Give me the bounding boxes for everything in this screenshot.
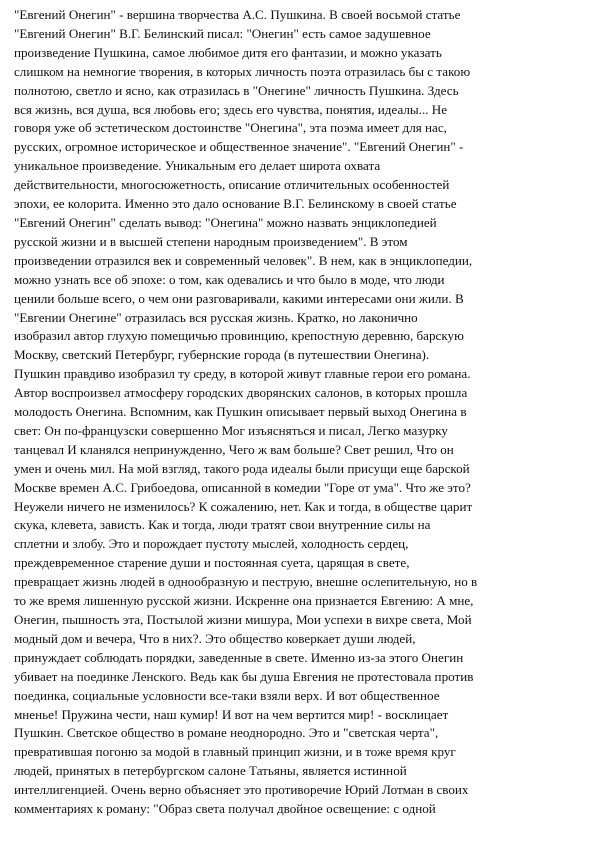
text-line: то же время лишенную русской жизни. Искренне она признается Евгению: А мне,: [14, 593, 474, 609]
text-line: вся жизнь, вся душа, вся любовь его; здесь его чувства, понятия, идеалы... Не: [14, 101, 448, 117]
text-line: превращает жизнь людей в однообразную и пеструю, внешне ослепительную, но в: [14, 574, 478, 590]
essay-text: [14, 6, 582, 819]
text-line: можно узнать все об эпохе: о том, как одевались и что было в моде, что люди: [14, 271, 445, 287]
text-line: полнотою, светло и ясно, как отразилась в "Онегине" личность Пушкина. Здесь: [14, 82, 459, 98]
text-line: изобразил автор глухую помещичью провинцию, крепостную деревню, барскую: [14, 328, 464, 344]
text-line: преждевременное старение души и постоянная суета, царящая в свете,: [14, 555, 410, 571]
text-line: танцевал И кланялся непринужденно, Чего ж вам больше? Свет решил, Что он: [14, 441, 454, 457]
text-line: Автор воспроизвел атмосферу городских дворянских салонов, в которых прошла: [14, 385, 468, 401]
text-line: свет: Он по-французски совершенно Мог изъясняться и писал, Легко мазурку: [14, 422, 448, 438]
text-line: поединка, социальные условности все-таки взяли верх. И вот общественное: [14, 687, 440, 703]
text-line: модный дом и вечера, Что в них?. Это общество коверкает души людей,: [14, 630, 416, 646]
text-line: скука, клевета, зависть. Как и тогда, люди тратят свои внутренние силы на: [14, 517, 431, 533]
text-line: комментариях к роману: "Образ света получал двойное освещение: с одной: [14, 801, 436, 817]
text-line: "Евгений Онегин" - вершина творчества А.С. Пушкина. В своей восьмой статье: [14, 7, 461, 22]
text-line: людей, принятых в петербургском салоне Татьяны, является истинной: [14, 763, 407, 779]
text-line: превратившая погоню за модой в главный принцип жизни, и в тоже время круг: [14, 744, 456, 760]
text-line: ценили больше всего, о чем они разговаривали, какими интересами они жили. В: [14, 290, 464, 306]
text-line: слишком на немногие творения, в которых личность поэта отразилась бы с такою: [14, 63, 471, 79]
text-line: говоря уже об эстетическом достоинстве "Онегина", эта поэма имеет для нас,: [14, 120, 447, 136]
text-line: "Евгении Онегине" отразилась вся русская жизнь. Кратко, но лаконично: [14, 309, 418, 325]
text-line: произведении отразился век и современный человек". В нем, как в энциклопедии,: [14, 252, 473, 268]
text-line: Пушкин правдиво изобразил ту среду, в которой живут главные герои его романа.: [14, 366, 471, 382]
text-line: русской жизни и в высшей степени народным произведением". В этом: [14, 233, 408, 249]
text-line: "Евгений Онегин" сделать вывод: "Онегина" можно назвать энциклопедией: [14, 214, 437, 230]
text-line: Неужели ничего не изменилось? К сожалению, нет. Как и тогда, в обществе царит: [14, 498, 473, 514]
text-line: произведение Пушкина, самое любимое дитя его фантазии, и можно указать: [14, 44, 442, 60]
text-line: интеллигенцией. Очень верно объясняет это противоречие Юрий Лотман в своих: [14, 782, 469, 798]
text-line: принуждает соблюдать порядки, заведенные в свете. Именно из-за этого Онегин: [14, 649, 464, 665]
text-line: "Евгений Онегин" В.Г. Белинский писал: "Онегин" есть самое задушевное: [14, 25, 431, 41]
text-line: молодость Онегина. Вспомним, как Пушкин описывает первый выход Онегина в: [14, 404, 467, 420]
text-line: русских, огромное историческое и общественное значение". "Евгений Онегин" -: [14, 139, 464, 155]
text-line: эпохи, ее колорита. Именно это дало основание В.Г. Белинскому в своей статье: [14, 196, 457, 212]
text-line: мненье! Пружина чести, наш кумир! И вот на чем вертится мир! - восклицает: [14, 706, 449, 722]
text-line: убивает на поединке Ленского. Ведь как бы душа Евгения не протестовала против: [14, 668, 474, 684]
text-line: действительности, многосюжетность, описание отличительных особенностей: [14, 177, 450, 193]
text-line: Москве времен А.С. Грибоедова, описанной в комедии "Горе от ума". Что же это?: [14, 479, 471, 495]
text-line: уникальное произведение. Уникальным его делает широта охвата: [14, 158, 381, 174]
text-line: Онегин, пышность эта, Постылой жизни мишура, Мои успехи в вихре света, Мой: [14, 612, 472, 627]
text-line: Пушкин. Светское общество в романе неоднородно. Это и "светская черта",: [14, 725, 439, 741]
text-line: Москву, светский Петербург, губернские города (в путешествии Онегина).: [14, 347, 430, 363]
text-line: сплетни и злобу. Это и порождает пустоту мыслей, холодность сердец,: [14, 536, 409, 552]
text-line: умен и очень мил. На мой взгляд, такого рода идеалы были присущи еще барской: [14, 460, 470, 476]
